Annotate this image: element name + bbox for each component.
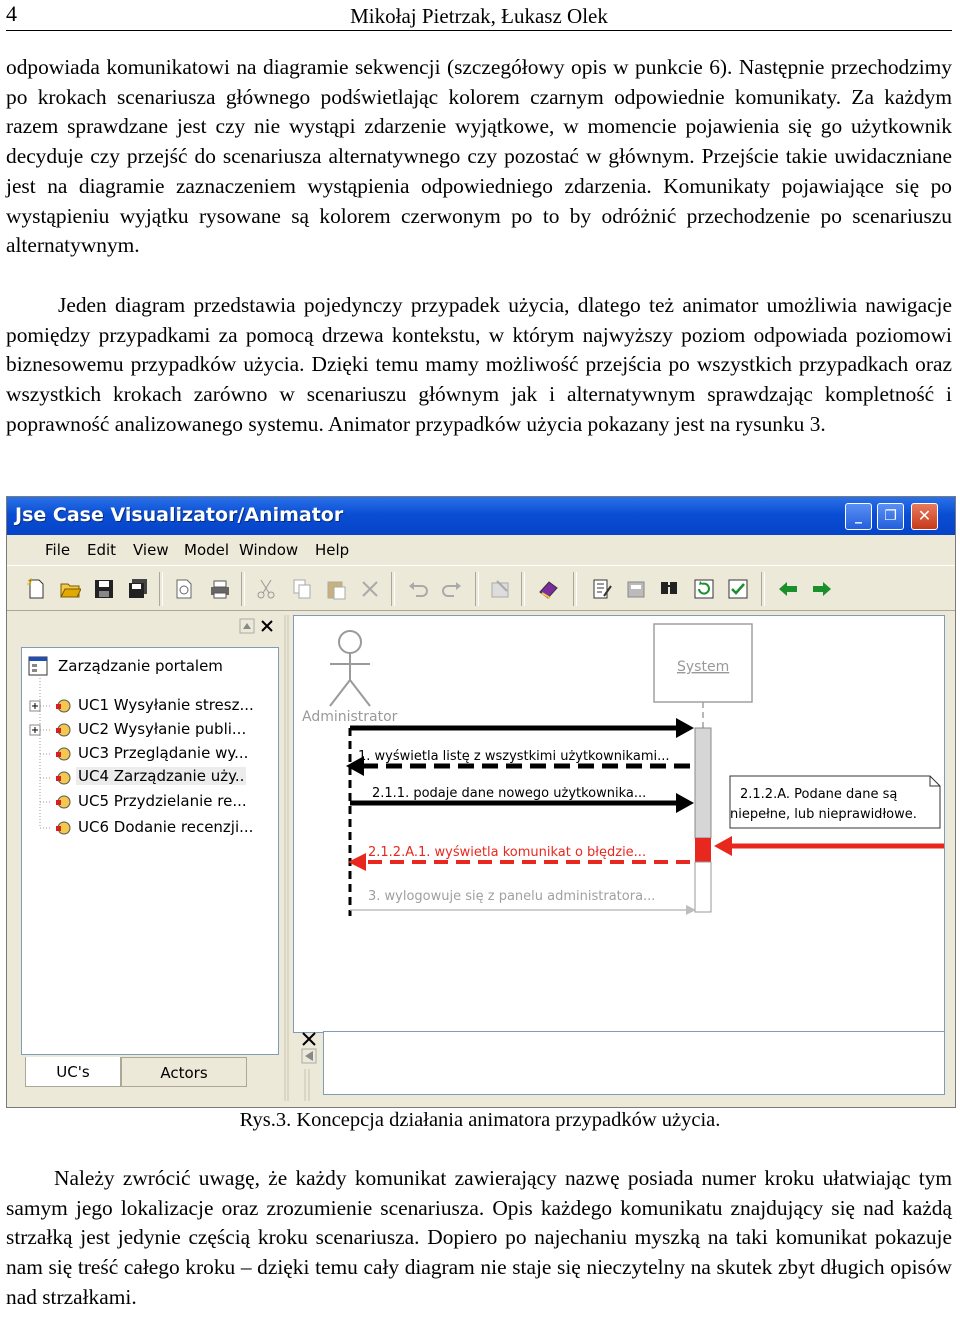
alternative-event-arrowhead [714, 836, 732, 856]
bottom-close-icon[interactable] [303, 1033, 315, 1045]
menu-window[interactable]: Window [239, 541, 299, 559]
note-line-2: niepełne, lub nieprawidłowe. [730, 807, 917, 822]
paragraph-1: odpowiada komunikatowi na diagramie sekwencji (szczegółowy opis w punkcie 6). Następnie przechodzimy po krokach scenariusza głównego podświetlając kolorem czarnym odpowiednie komunikaty. Za każdym razem sprawdzane jest czy nie wystąpi zdarzenie wyjątkowe, w momencie pojawienia się go użytkownik decyduje czy przejść do scenariusza alternatywnego czy pozostać w głównym. Przejście takie uwidaczniane jest na diagramie zaznaczeniem wystąpienia odpowiedniego zdarzenia. Komunikaty pojawiające się po wystąpieniu wyjątku rysowane są kolorem czerwonym po to by odróżnić przechodzenie po scenariuszu alternatywnym. [6, 55, 952, 258]
print-preview-icon[interactable] [173, 578, 195, 600]
activation-bar [695, 728, 711, 838]
figure-caption: Rys.3. Koncepcja działania animatora przypadków użycia. [239, 1109, 721, 1131]
figure-screenshot [6, 496, 956, 1108]
properties-icon[interactable] [489, 578, 511, 600]
paragraph-2: Jeden diagram przedstawia pojedynczy przypadek użycia, dlatego też animator umożliwia nawigacje pomiędzy przypadkami za pomocą drzewa kontekstu, w którym najwyższy poziom odpowiada poziomowi biznesowemu przypadków użycia. Dzięki temu mamy możliwość przejścia po wszystkich przypadkach oraz wszystkich krokach zarówno w scenariuszu głównym jak i alternatywnym sprawdzając kompletność i poprawność analizowanego systemu. Animator przypadków użycia pokazany jest na rysunku 3. [6, 293, 952, 436]
window-titlebar [7, 497, 955, 535]
note-line-1: 2.1.2.A. Podane dane są [740, 787, 898, 802]
context-tree-panel [15, 615, 279, 1097]
panel-controls [237, 617, 277, 635]
message-3-arrowhead [348, 853, 366, 871]
undo-icon[interactable] [407, 578, 429, 600]
open-folder-icon[interactable] [59, 578, 81, 600]
panel-tabs [25, 1057, 250, 1091]
print-icon[interactable] [209, 578, 231, 600]
splitter[interactable] [283, 615, 291, 1101]
step-detail-panel [323, 1031, 945, 1095]
menu-edit[interactable]: Edit [87, 541, 117, 559]
menu-help[interactable]: Help [315, 541, 350, 559]
cut-icon[interactable] [255, 578, 277, 600]
tree-item-uc4-selected[interactable]: UC4 Zarządzanie uży.. [78, 767, 245, 785]
toolbar-separator [241, 572, 245, 606]
delete-icon[interactable] [359, 578, 381, 600]
toolbar-separator [521, 572, 525, 606]
page-number: 4 [6, 1, 17, 26]
tree-root[interactable]: Zarządzanie portalem [58, 657, 223, 675]
use-case-icons [54, 696, 74, 866]
restore-icon[interactable]: ❐ [877, 503, 904, 530]
sequence-diagram [293, 615, 945, 1033]
toolbar-separator [391, 572, 395, 606]
tree-item-uc1[interactable]: UC1 Wysyłanie stresz... [78, 696, 254, 714]
paste-icon[interactable] [325, 578, 347, 600]
tree-root-icon [28, 656, 48, 676]
actor-label: Administrator [302, 709, 398, 725]
minimize-icon[interactable]: _ [845, 503, 872, 530]
save-icon[interactable] [93, 578, 115, 600]
toolbar-separator [475, 572, 479, 606]
tree-item-uc5[interactable]: UC5 Przydzielanie re... [78, 792, 247, 810]
tree-item-uc2[interactable]: UC2 Wysyłanie publi... [78, 720, 247, 738]
menu-bar [7, 535, 955, 565]
message-2-arrowhead [676, 793, 694, 813]
menu-model[interactable]: Model [184, 541, 230, 559]
redo-icon[interactable] [441, 578, 463, 600]
toolbar-separator [761, 572, 765, 606]
save-all-icon[interactable] [127, 578, 149, 600]
message-0-arrowhead [676, 718, 694, 738]
refresh-icon[interactable] [693, 578, 715, 600]
sequence-diagram-canvas [294, 616, 944, 1032]
activation-bar-inactive [695, 862, 711, 912]
message-4-label[interactable]: 3. wylogowuje się z panelu administratora... [368, 889, 656, 904]
toolbar [7, 565, 955, 611]
toolbar-separator [573, 572, 577, 606]
system-label: System [677, 659, 730, 675]
activation-bar-alternative [695, 838, 711, 862]
page-header [6, 0, 952, 31]
forward-arrow-icon[interactable] [811, 578, 833, 600]
bottom-panel-controls [299, 1031, 321, 1103]
toolbar-separator [159, 572, 163, 606]
check-icon[interactable] [727, 578, 749, 600]
paragraph-3: Należy zwrócić uwagę, że każdy komunikat zawierający nazwę posiada numer kroku ułatwiając tym samym jego lokalizacje oraz zrozumienie scenariusza. Opis każdego komunikatu znajdujący się nad każdą strzałką jest jedynie częścią kroku scenariusza. Dopiero po najechaniu myszką na taki komunikat pokazuje nam się treść całego kroku – dzięki temu cały diagram nie staje się nieczytelny na skutek zbyt długich opisów nad strzałkami. [6, 1166, 952, 1309]
copy-icon[interactable] [291, 578, 313, 600]
edit-document-icon[interactable] [591, 578, 613, 600]
message-1-label[interactable]: 1. wyświetla listę z wszystkimi użytkownikami... [358, 749, 670, 764]
new-file-icon[interactable] [25, 578, 47, 600]
tab-ucs[interactable]: UC's [25, 1057, 121, 1087]
back-arrow-icon[interactable] [777, 578, 799, 600]
tree-item-uc3[interactable]: UC3 Przeglądanie wy... [78, 744, 249, 762]
running-head-authors: Mikołaj Pietrzak, Łukasz Olek [350, 4, 608, 28]
tab-actors[interactable]: Actors [121, 1057, 247, 1087]
find-icon[interactable] [659, 578, 681, 600]
book-icon[interactable] [537, 578, 559, 600]
menu-file[interactable]: File [45, 541, 71, 559]
message-2-label[interactable]: 2.1.1. podaje dane nowego użytkownika... [372, 786, 647, 801]
message-3-label[interactable]: 2.1.2.A.1. wyświetla komunikat o błędzie... [368, 845, 647, 860]
actor-figure[interactable] [330, 631, 370, 706]
tree-item-uc6[interactable]: UC6 Dodanie recenzji... [78, 818, 254, 836]
database-icon[interactable] [625, 578, 647, 600]
window-title: Jse Case Visualizator/Animator [15, 504, 344, 526]
menu-view[interactable]: View [133, 541, 169, 559]
close-icon[interactable]: ✕ [911, 503, 938, 530]
context-tree [21, 647, 279, 1055]
